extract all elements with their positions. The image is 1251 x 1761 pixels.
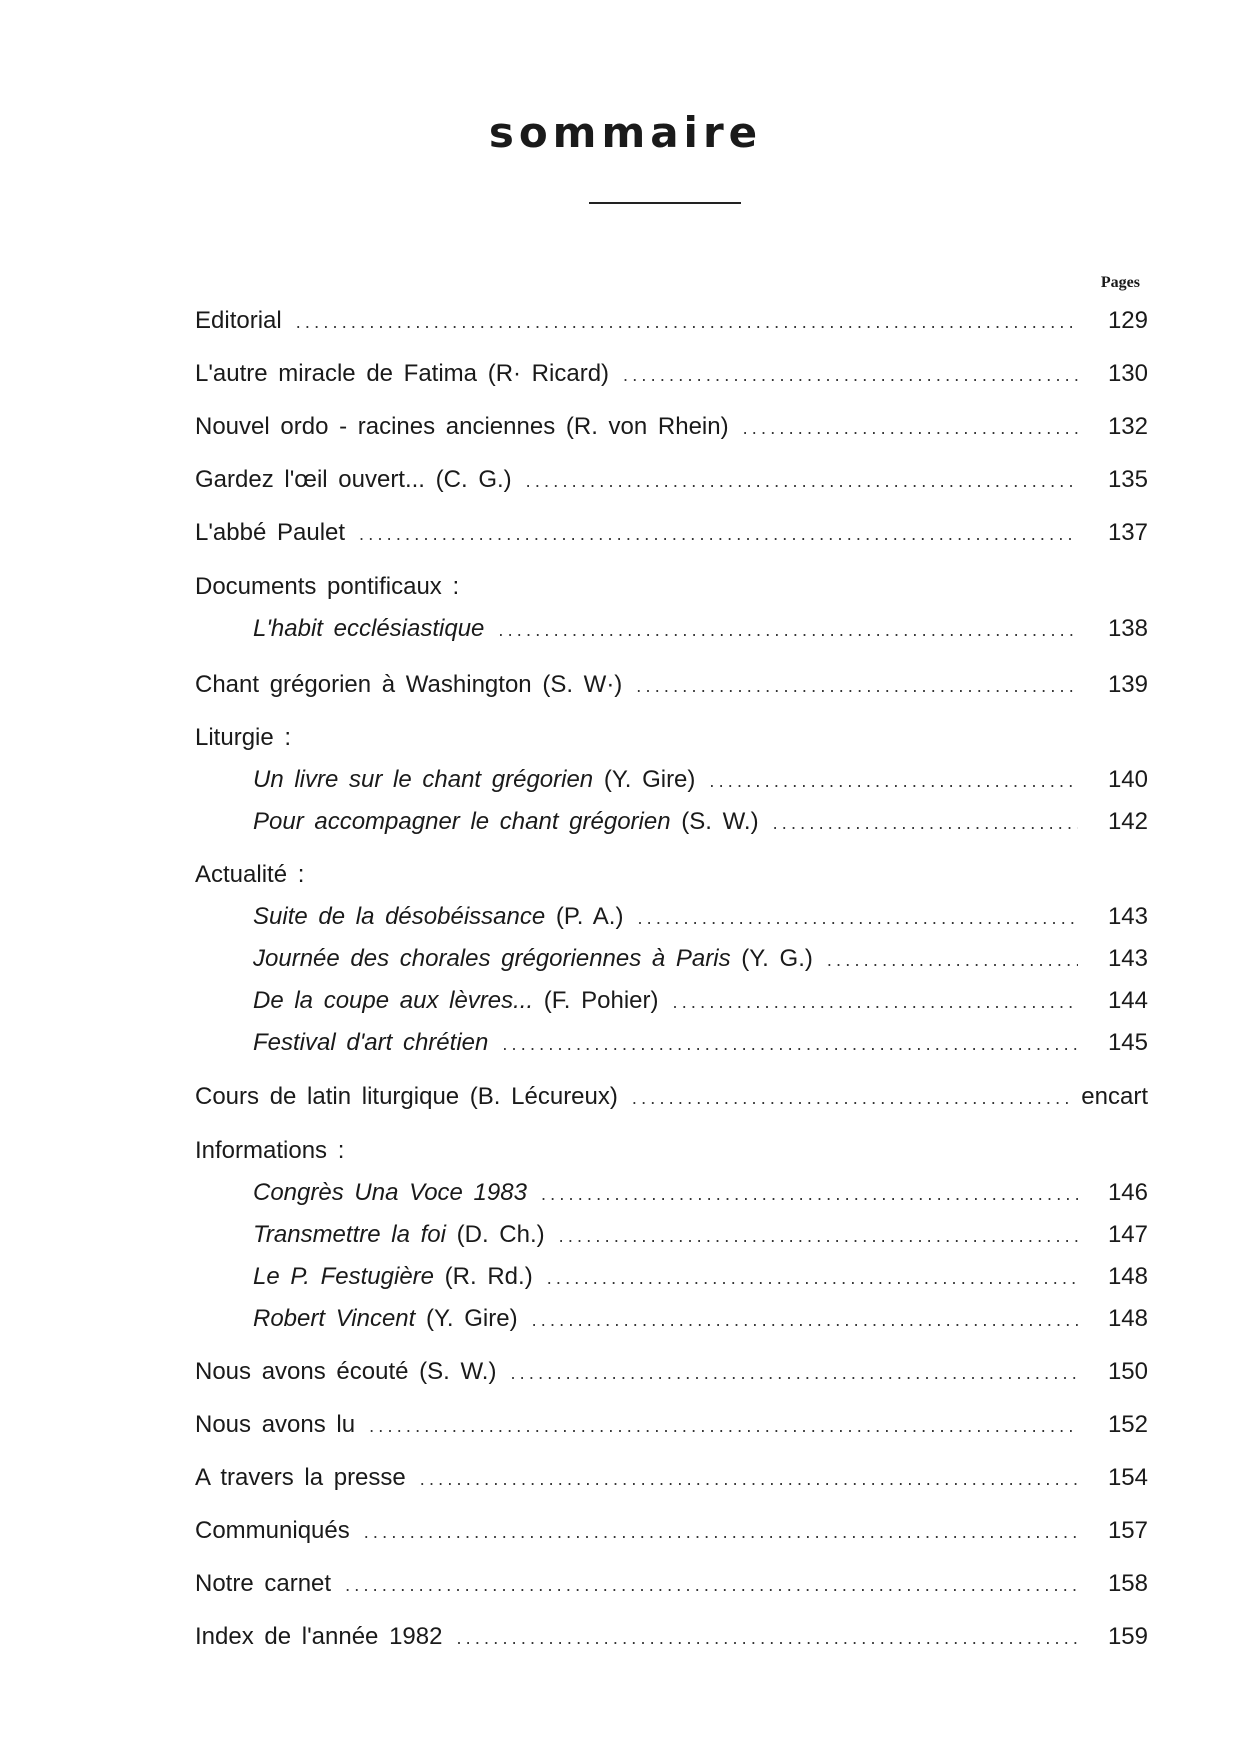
toc-entry-author: (R. von Rhein) xyxy=(555,413,729,440)
dot-leader xyxy=(364,1517,1078,1547)
dot-leader xyxy=(502,1029,1078,1059)
toc-entry-title: Nous avons écouté (S. W.) xyxy=(195,1358,497,1385)
dot-leader xyxy=(547,1263,1078,1293)
page-title: sommaire xyxy=(488,108,763,157)
toc-entry-author: (P. A.) xyxy=(545,903,624,930)
toc-entry xyxy=(253,902,1148,932)
toc-entry xyxy=(195,465,1148,495)
toc-page-number: 148 xyxy=(1107,1263,1148,1290)
toc-entry xyxy=(253,944,1148,974)
toc-page-number: 130 xyxy=(1107,360,1148,387)
toc-page-number: 138 xyxy=(1107,615,1148,642)
toc-entry-title: Transmettre la foi (D. Ch.) xyxy=(253,1221,545,1248)
toc-entry-title: Editorial xyxy=(195,307,282,334)
toc-entry xyxy=(253,1262,1148,1292)
toc-entry xyxy=(195,1410,1148,1440)
toc-page-number: 140 xyxy=(1107,766,1148,793)
toc-entry xyxy=(195,1516,1148,1546)
toc-entry-title: Documents pontificaux : xyxy=(195,573,460,600)
toc-entry-author: (Y. Gire) xyxy=(415,1305,518,1332)
toc-page-number: 159 xyxy=(1107,1623,1148,1650)
toc-entry xyxy=(253,614,1148,644)
toc-entry xyxy=(195,518,1148,548)
toc-entry xyxy=(195,306,1148,336)
toc-entry xyxy=(195,359,1148,389)
toc-page-number: 143 xyxy=(1107,945,1148,972)
dot-leader xyxy=(532,1305,1078,1335)
toc-entry-title: Actualité : xyxy=(195,861,305,888)
toc-entry xyxy=(253,1178,1148,1208)
dot-leader xyxy=(623,360,1078,390)
dot-leader xyxy=(456,1623,1078,1653)
toc-entry-title: Pour accompagner le chant grégorien (S. W.) xyxy=(253,808,759,835)
dot-leader xyxy=(541,1179,1078,1209)
toc-entry-title: Communiqués xyxy=(195,1517,350,1544)
toc-entry-title: De la coupe aux lèvres... (F. Pohier) xyxy=(253,987,659,1014)
toc-entry-title: Nous avons lu xyxy=(195,1411,356,1438)
dot-leader xyxy=(673,987,1078,1017)
toc-entry-title: Journée des chorales grégoriennes à Paris (Y. G.) xyxy=(253,945,813,972)
toc-page-number: 145 xyxy=(1107,1029,1148,1056)
toc-entry-title: L'autre miracle de Fatima (R· Ricard) xyxy=(195,360,610,387)
dot-leader xyxy=(420,1464,1078,1494)
title-divider xyxy=(589,202,741,204)
toc-page-number: 157 xyxy=(1107,1517,1148,1544)
dot-leader xyxy=(632,1083,1071,1113)
toc-page-number: 129 xyxy=(1107,307,1148,334)
toc-entry-title: Chant grégorien à Washington (S. W·) xyxy=(195,671,623,698)
toc-entry-author: (S. W·) xyxy=(531,671,623,698)
toc-entry xyxy=(195,1569,1148,1599)
toc-page-number: 154 xyxy=(1107,1464,1148,1491)
toc-section-heading xyxy=(195,1136,1148,1166)
toc-entry-title: Notre carnet xyxy=(195,1570,332,1597)
toc-entry-author: (B. Lécureux) xyxy=(459,1083,618,1110)
toc-page-number: 147 xyxy=(1107,1221,1148,1248)
toc-page-number: encart xyxy=(1081,1083,1148,1110)
toc-page-number: 146 xyxy=(1107,1179,1148,1206)
toc-entry-author: (S. W.) xyxy=(408,1358,497,1385)
dot-leader xyxy=(498,615,1078,645)
toc-entry xyxy=(253,1304,1148,1334)
toc-entry-title: Liturgie : xyxy=(195,724,292,751)
toc-entry xyxy=(253,1028,1148,1058)
toc-page-number: 137 xyxy=(1107,519,1148,546)
toc-entry-author: (R. Rd.) xyxy=(434,1263,533,1290)
dot-leader xyxy=(637,903,1078,933)
dot-leader xyxy=(526,466,1078,496)
toc-entry-author: (C. G.) xyxy=(424,466,512,493)
toc-entry-title: L'habit ecclésiastique xyxy=(253,615,485,642)
toc-entry-title: Festival d'art chrétien xyxy=(253,1029,489,1056)
toc-page-number: 158 xyxy=(1107,1570,1148,1597)
toc-entry xyxy=(253,986,1148,1016)
toc-entry xyxy=(195,1357,1148,1387)
toc-entry-title: L'abbé Paulet xyxy=(195,519,346,546)
toc-entry-author: (Y. Gire) xyxy=(593,766,696,793)
toc-entry-title: Nouvel ordo - racines anciennes (R. von Rhein) xyxy=(195,413,729,440)
toc-entry-title: Robert Vincent (Y. Gire) xyxy=(253,1305,518,1332)
toc-entry xyxy=(253,1220,1148,1250)
toc-entry-title: A travers la presse xyxy=(195,1464,406,1491)
toc-entry-author: (D. Ch.) xyxy=(445,1221,545,1248)
toc-entry-title: Gardez l'œil ouvert... (C. G.) xyxy=(195,466,512,493)
toc-entry-title: Cours de latin liturgique (B. Lécureux) xyxy=(195,1083,618,1110)
toc-section-heading xyxy=(195,860,1148,890)
toc-page-number: 135 xyxy=(1107,466,1148,493)
toc-page-number: 152 xyxy=(1107,1411,1148,1438)
toc-entry-title: Suite de la désobéissance (P. A.) xyxy=(253,903,624,930)
toc-page-number: 150 xyxy=(1107,1358,1148,1385)
toc-entry xyxy=(195,1622,1148,1652)
toc-page-number: 144 xyxy=(1107,987,1148,1014)
dot-leader xyxy=(559,1221,1078,1251)
toc-entry xyxy=(253,765,1148,795)
toc-entry xyxy=(195,1082,1148,1112)
toc-entry-title: Un livre sur le chant grégorien (Y. Gire) xyxy=(253,766,696,793)
toc-entry-author: (R· Ricard) xyxy=(477,360,610,387)
dot-leader xyxy=(510,1358,1078,1388)
toc-page-number: 139 xyxy=(1107,671,1148,698)
dot-leader xyxy=(773,808,1078,838)
toc-entry-author: (F. Pohier) xyxy=(533,987,659,1014)
dot-leader xyxy=(369,1411,1078,1441)
toc-entry-title: Informations : xyxy=(195,1137,345,1164)
toc-entry-author: (S. W.) xyxy=(670,808,759,835)
dot-leader xyxy=(743,413,1078,443)
toc-entry-title: Le P. Festugière (R. Rd.) xyxy=(253,1263,533,1290)
dot-leader xyxy=(345,1570,1078,1600)
toc-entry xyxy=(195,670,1148,700)
toc-section-heading xyxy=(195,572,1148,602)
toc-page-number: 148 xyxy=(1107,1305,1148,1332)
toc-entry-title: Index de l'année 1982 xyxy=(195,1623,443,1650)
dot-leader xyxy=(359,519,1078,549)
dot-leader xyxy=(827,945,1078,975)
toc-entry xyxy=(195,412,1148,442)
pages-column-header: Pages xyxy=(1100,274,1140,291)
dot-leader xyxy=(709,766,1078,796)
toc-section-heading xyxy=(195,723,1148,753)
dot-leader xyxy=(636,671,1078,701)
toc-entry-title: Congrès Una Voce 1983 xyxy=(253,1179,527,1206)
toc-entry xyxy=(253,807,1148,837)
dot-leader xyxy=(296,307,1078,337)
toc-page-number: 132 xyxy=(1107,413,1148,440)
toc-entry xyxy=(195,1463,1148,1493)
toc-page-number: 142 xyxy=(1107,808,1148,835)
toc-entry-author: (Y. G.) xyxy=(730,945,813,972)
toc-page-number: 143 xyxy=(1107,903,1148,930)
